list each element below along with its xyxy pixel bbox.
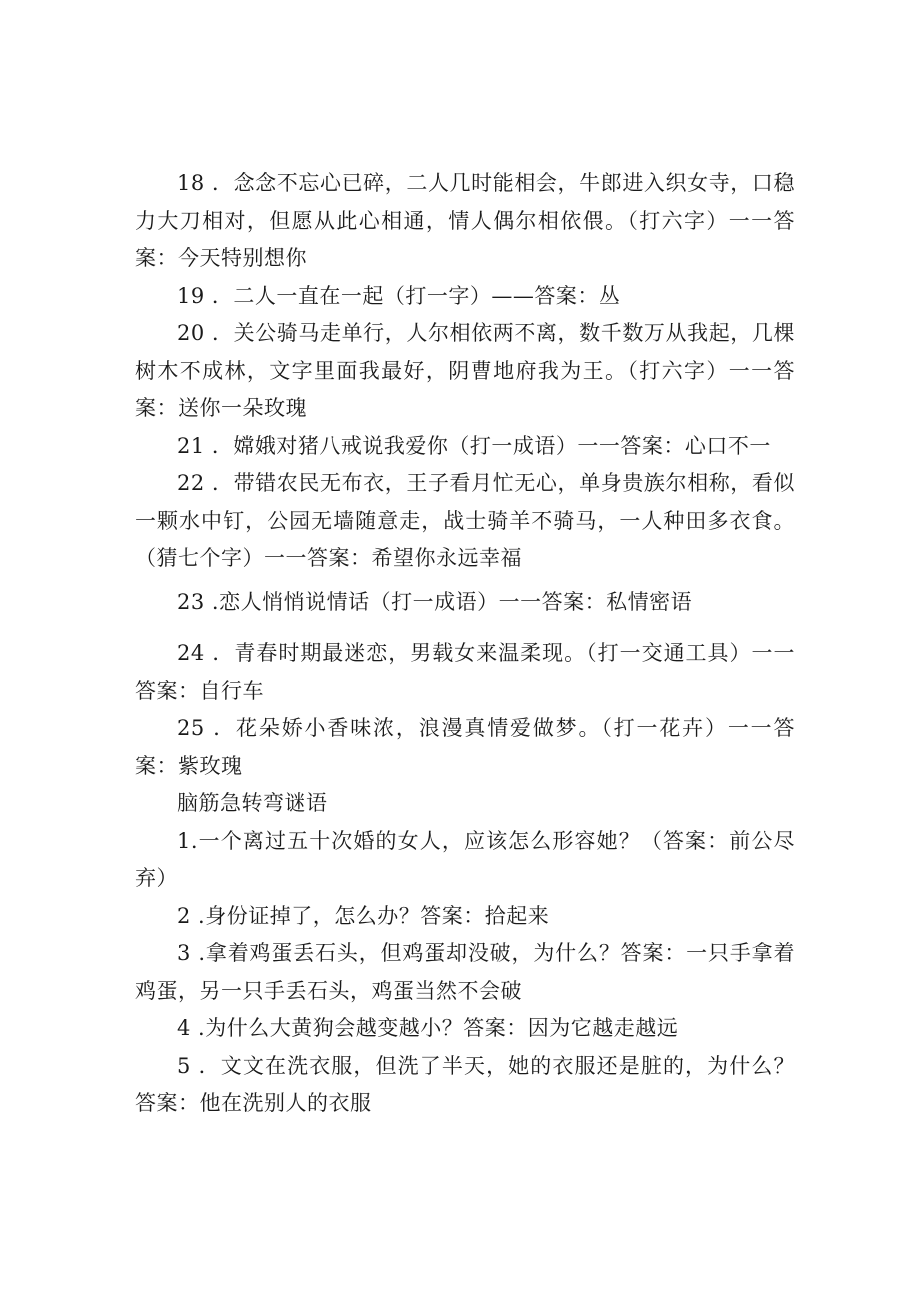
- riddle-21: 21 ．嫦娥对猪八戒说我爱你（打一成语）一一答案：心口不一: [177, 433, 771, 458]
- section-title: 脑筋急转弯谜语: [177, 791, 328, 815]
- riddle-22: 22 ．带错农民无布衣，王子看月忙无心，单身贵族尔相称，看似一颗水中钉，公园无墙随意走，战士骑羊不骑马，一人种田多衣食。（猜七个字）一一答案：希望你永远幸福: [135, 471, 795, 570]
- riddle-24: 24 ．青春时期最迷恋，男载女来温柔现。（打一交通工具）一一答案：自行车: [135, 641, 795, 703]
- teaser-2: 2 .身份证掉了，怎么办？答案：拾起来: [177, 903, 550, 928]
- document-body: [135, 165, 795, 1123]
- teaser-1: 1.一个离过五十次婚的女人，应该怎么形容她？（答案：前公尽弃）: [135, 828, 795, 890]
- riddle-20: 20 ．关公骑马走单行，人尔相依两不离，数千数万从我起，几棵树木不成林，文字里面我最好，阴曹地府我为王。（打六字）一一答案：送你一朵玫瑰: [135, 321, 795, 420]
- teaser-3: 3 .拿着鸡蛋丢石头，但鸡蛋却没破，为什么？答案：一只手拿着鸡蛋，另一只手丢石头，鸡蛋当然不会破: [135, 941, 795, 1003]
- riddle-19: 19 ．二人一直在一起（打一字）——答案：丛: [177, 283, 621, 308]
- riddle-18: 18 ．念念不忘心已碎，二人几时能相会，牛郎进入织女寺，口稳力大刀相对，但愿从此心相通，情人偶尔相依偎。（打六字）一一答案：今天特别想你: [135, 171, 795, 270]
- riddle-25: 25 ．花朵娇小香味浓，浪漫真情爱做梦。（打一花卉）一一答案：紫玫瑰: [135, 716, 795, 778]
- teaser-5: 5 ．文文在洗衣服，但洗了半天，她的衣服还是脏的，为什么？答案：他在洗别人的衣服: [135, 1053, 795, 1115]
- teaser-4: 4 .为什么大黄狗会越变越小？答案：因为它越走越远: [177, 1016, 679, 1040]
- riddle-23: 23 .恋人悄悄说情话（打一成语）一一答案：私情密语: [177, 589, 693, 614]
